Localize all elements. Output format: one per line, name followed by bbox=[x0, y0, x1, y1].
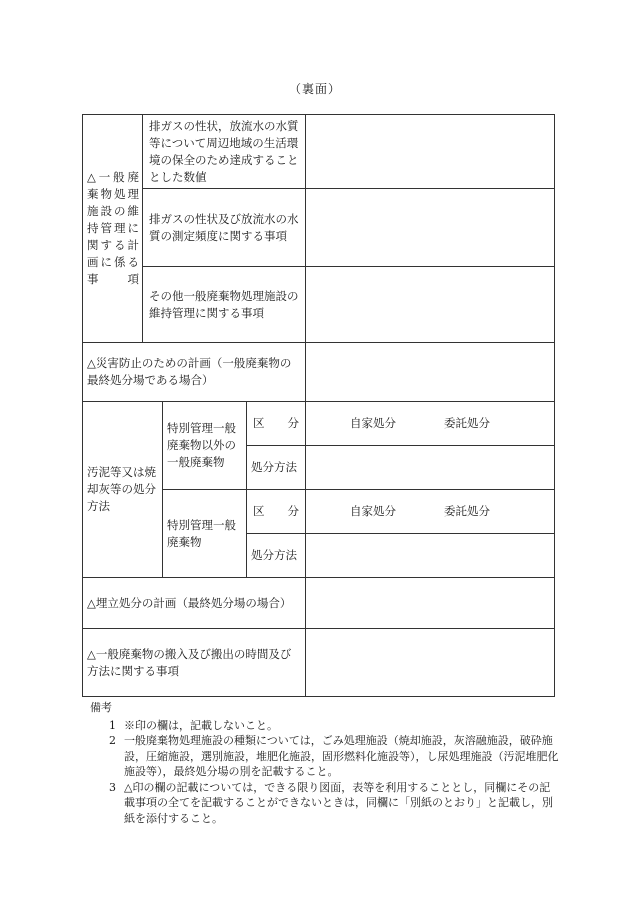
category-options-special[interactable] bbox=[306, 490, 555, 534]
option-contract-disposal[interactable]: 委託処分 bbox=[444, 504, 491, 518]
special-waste-group-label: 特別管理一般廃棄物 bbox=[163, 490, 247, 578]
disposal-method-label: 処分方法 bbox=[247, 534, 306, 578]
note-item: 2 一般廃棄物処理施設の種類については，ごみ処理施設（焼却施設，灰溶融施設，破砕施設，圧縮施設，選別施設，堆肥化施設，固形燃料化施設等），し尿処理施設（汚泥堆肥化施設等），最終処分場の別を記載すること。 bbox=[109, 734, 559, 778]
disposal-method-field-general[interactable] bbox=[306, 446, 555, 490]
measurement-frequency-field[interactable] bbox=[306, 189, 555, 267]
note-item: 3 △印の欄の記載については，できる限り図面，表等を利用することとし，同欄にその記載事項の全てを記載することができないときは，同欄に「別紙のとおり」と記載し，別紙を添付すること。 bbox=[109, 780, 553, 825]
page-side-label: （裏面） bbox=[288, 82, 341, 96]
disposal-method-label: 処分方法 bbox=[247, 446, 306, 490]
other-maintenance-field[interactable] bbox=[306, 267, 555, 343]
disposal-method-field-special[interactable] bbox=[306, 534, 555, 578]
application-form-table bbox=[82, 114, 555, 697]
general-waste-group-label: 特別管理一般廃棄物以外の一般廃棄物 bbox=[163, 402, 247, 490]
category-label: 区 分 bbox=[247, 402, 306, 446]
notes-section bbox=[90, 700, 560, 826]
other-maintenance-label: その他一般廃棄物処理施設の維持管理に関する事項 bbox=[143, 267, 306, 343]
sludge-disposal-label: 汚泥等又は焼却灰等の処分方法 bbox=[83, 402, 163, 578]
emission-target-field[interactable] bbox=[306, 115, 555, 189]
disaster-prevention-field[interactable] bbox=[306, 343, 555, 402]
option-self-disposal[interactable]: 自家処分 bbox=[350, 504, 397, 518]
disaster-prevention-label: △災害防止のための計画（一般廃棄物の最終処分場である場合） bbox=[83, 343, 306, 402]
option-contract-disposal[interactable]: 委託処分 bbox=[444, 416, 491, 430]
maintenance-plan-label: △一般廃棄物処理施設の維持管理に関する計画に係る事項 bbox=[83, 115, 143, 343]
transport-time-label: △一般廃棄物の搬入及び搬出の時間及び方法に関する事項 bbox=[83, 629, 306, 697]
emission-target-label: 排ガスの性状，放流水の水質等について周辺地域の生活環境の保全のため達成することとした数値 bbox=[143, 115, 306, 189]
option-self-disposal[interactable]: 自家処分 bbox=[350, 416, 397, 430]
landfill-plan-field[interactable] bbox=[306, 578, 555, 629]
measurement-frequency-label: 排ガスの性状及び放流水の水質の測定頻度に関する事項 bbox=[143, 189, 306, 267]
landfill-plan-label: △埋立処分の計画（最終処分場の場合） bbox=[83, 578, 306, 629]
notes-title: 備考 bbox=[90, 701, 112, 714]
category-label: 区 分 bbox=[247, 490, 306, 534]
note-item: 1 ※印の欄は，記載しないこと。 bbox=[109, 718, 278, 732]
transport-time-field[interactable] bbox=[306, 629, 555, 697]
category-options-general[interactable] bbox=[306, 402, 555, 446]
